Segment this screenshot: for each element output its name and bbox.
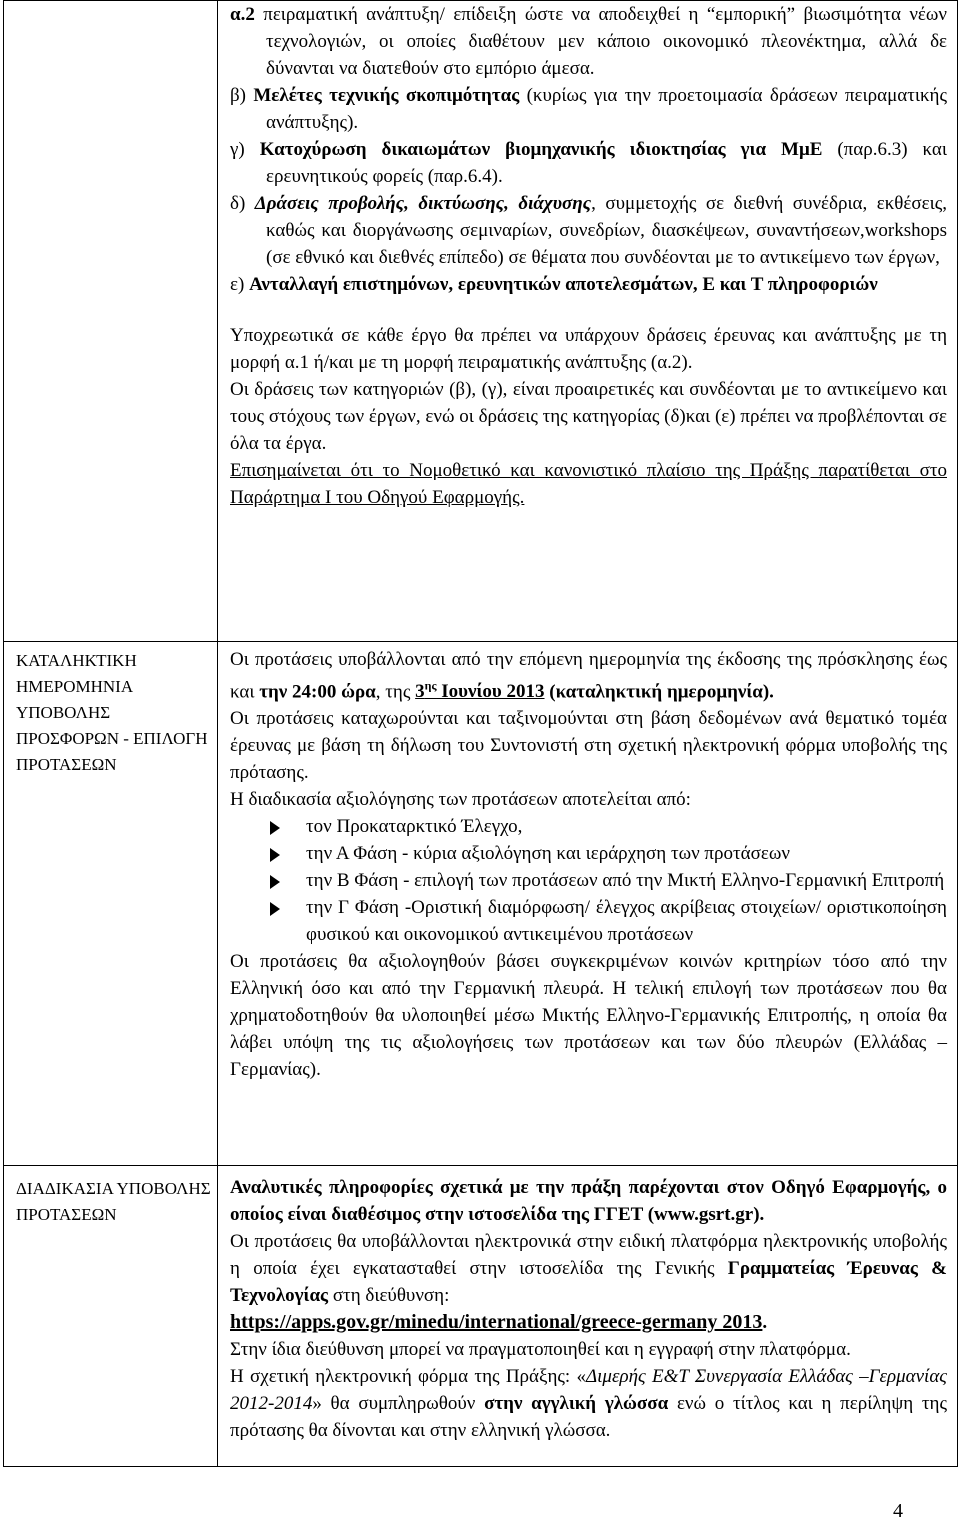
table-row [4,642,958,1166]
item-d: δ) Δράσεις προβολής, δικτύωσης, διάχυσης, συμμετοχής σε διεθνή συνέδρια, εκθέσεις, καθώς και διοργάνωσης σεμιναρίων, συνεδρίων, διασκέψεων, συναντήσεων,workshops (σε εθνικό και διεθνές επίπεδο) σε θέματα που συνδέονται με το αντικείμενο των έργων, [230,193,947,268]
arrow-bullet-icon [270,848,280,862]
evaluation-intro: Η διαδικασία αξιολόγησης των προτάσεων αποτελείται από: [230,789,691,811]
content-table [3,0,958,1467]
legal-framework-text: Επισημαίνεται ότι το Νομοθετικό και κανονιστικό πλαίσιο της Πράξης παρατίθεται στο Παράρτημα Ι του Οδηγού Εφαρμογής. [230,460,947,508]
platform-link[interactable]: https://apps.gov.gr/minedu/international/greece-germany 2013 [230,1311,763,1333]
left-cell-procedure [4,1166,218,1467]
list-item: την Γ Φάση -Οριστική διαμόρφωση/ έλεγχος ακρίβειας στοιχείων/ οριστικοποίηση φυσικού και οικονομικού αντικειμένου προτάσεων [270,894,947,948]
deadline-label: ΚΑΤΑΛΗΚΤΙΚΗ ΗΜΕΡΟΜΗΝΙΑ ΥΠΟΒΟΛΗΣ ΠΡΟΣΦΟΡΩΝ - ΕΠΙΛΟΓΗ ΠΡΟΤΑΣΕΩΝ [16,651,208,774]
registration-text: Οι προτάσεις καταχωρούνται και ταξινομούνται στη βάση δεδομένων ανά θεματικό τομέα έρευνας με βάση τη δήλωση του Συντονιστή στη σχετική ηλεκτρονική φόρμα υποβολής της πρότασης. [230,708,947,784]
item-b: β) Μελέτες τεχνικής σκοπιμότητας (κυρίως για την προετοιμασία δράσεων πειραματικής ανάπτυξης). [230,85,947,133]
info-text: Αναλυτικές πληροφορίες σχετικά με την πράξη παρέχονται στον Οδηγό Εφαρμογής, ο οποίος είναι διαθέσιμος στην ιστοσελίδα της ΓΓΕΤ (www.gsrt.gr). [230,1177,947,1225]
deadline-text: Οι προτάσεις υποβάλλονται από την επόμενη ημερομηνία της έκδοσης της πρόσκλησης έως και την 24:00 ώρα, της $3^{\eta\varsigma}$ Ιουνίου 2013 (καταληκτική ημερομηνία). [230,649,947,703]
list-item: την Α Φάση - κύρια αξιολόγηση και ιεράρχηση των προτάσεων [270,840,947,867]
left-cell-empty [4,1,218,642]
form-text: Η σχετική ηλεκτρονική φόρμα της Πράξης: «Διμερής Ε&Τ Συνεργασία Ελλάδας –Γερμανίας 2012-2014» θα συμπληρωθούν στην αγγλική γλώσσα ενώ ο τίτλος και η περίληψη της πρότασης θα δίνονται και στην ελληνική γλώσσα. [230,1366,948,1441]
arrow-bullet-icon [270,902,280,916]
item-e: ε) Ανταλλαγή επιστημόνων, ερευνητικών αποτελεσμάτων, Ε και Τ πληροφοριών [230,274,878,295]
table-row [4,1166,958,1467]
optional-text: Οι δράσεις των κατηγοριών (β), (γ), είναι προαιρετικές και συνδέονται με το αντικείμενο και τους στόχους των έργων, ενώ οι δράσεις της κατηγορίας (δ)και (ε) πρέπει να προβλέπονται σε όλα τα έργα. [230,379,947,454]
item-a2: α.2 πειραματική ανάπτυξη/ επίδειξη ώστε να αποδειχθεί η “εμπορική” βιωσιμότητα νέων τεχνολογιών, οι οποίες διαθέτουν μεν κάποιο οικονομικό πλεονέκτημα, αλλά δε δύνανται να διατεθούν στο εμπόριο άμεσα. [230,4,947,79]
right-cell-deadline [218,642,958,1166]
arrow-bullet-icon [270,821,280,835]
right-cell-actions [218,1,958,642]
page-number: 4 [893,1500,903,1522]
list-item: την Β Φάση - επιλογή των προτάσεων από την Μικτή Ελληνο-Γερμανική Επιτροπή [270,867,947,894]
procedure-label: ΔΙΑΔΙΚΑΣΙΑ ΥΠΟΒΟΛΗΣ ΠΡΟΤΑΣΕΩΝ [16,1179,211,1224]
mandatory-text: Υποχρεωτικά σε κάθε έργο θα πρέπει να υπάρχουν δράσεις έρευνας και ανάπτυξης με τη μορφή α.1 ή/και με τη μορφή πειραματικής ανάπτυξης (α.2). [230,325,947,373]
arrow-bullet-icon [270,875,280,889]
item-c: γ) Κατοχύρωση δικαιωμάτων βιομηχανικής ιδιοκτησίας για ΜμΕ (παρ.6.3) και ερευνητικούς φορείς (παρ.6.4). [230,139,947,187]
table-row [4,1,958,642]
register-text: Στην ίδια διεύθυνση μπορεί να πραγματοποιηθεί και η εγγραφή στην πλατφόρμα. [230,1339,851,1360]
platform-text: Οι προτάσεις θα υποβάλλονται ηλεκτρονικά στην ειδική πλατφόρμα ηλεκτρονικής υποβολής η οποία έχει εγκατασταθεί στην ιστοσελίδα της Γενικής Γραμματείας Έρευνας & Τεχνολογίας στη διεύθυνση: [230,1231,948,1306]
criteria-text: Οι προτάσεις θα αξιολογηθούν βάσει συγκεκριμένων κοινών κριτηρίων τόσο από την Ελληνική όσο και από την Γερμανική πλευρά. Η τελική επιλογή των προτάσεων που θα χρηματοδοτηθούν θα υλοποιηθεί μέσω Μικτής Ελληνο-Γερμανικής Επιτροπής, η οποία θα λάβει υπόψη της τις αξιολογήσεις των προτάσεων και των δύο πλευρών (Ελλάδας –Γερμανίας). [230,951,947,1081]
list-item: τον Προκαταρκτικό Έλεγχο, [270,813,947,840]
left-cell-deadline [4,642,218,1166]
platform-url: https://apps.gov.gr/minedu/international/greece-germany 2013. [230,1311,768,1333]
right-cell-procedure [218,1166,958,1467]
